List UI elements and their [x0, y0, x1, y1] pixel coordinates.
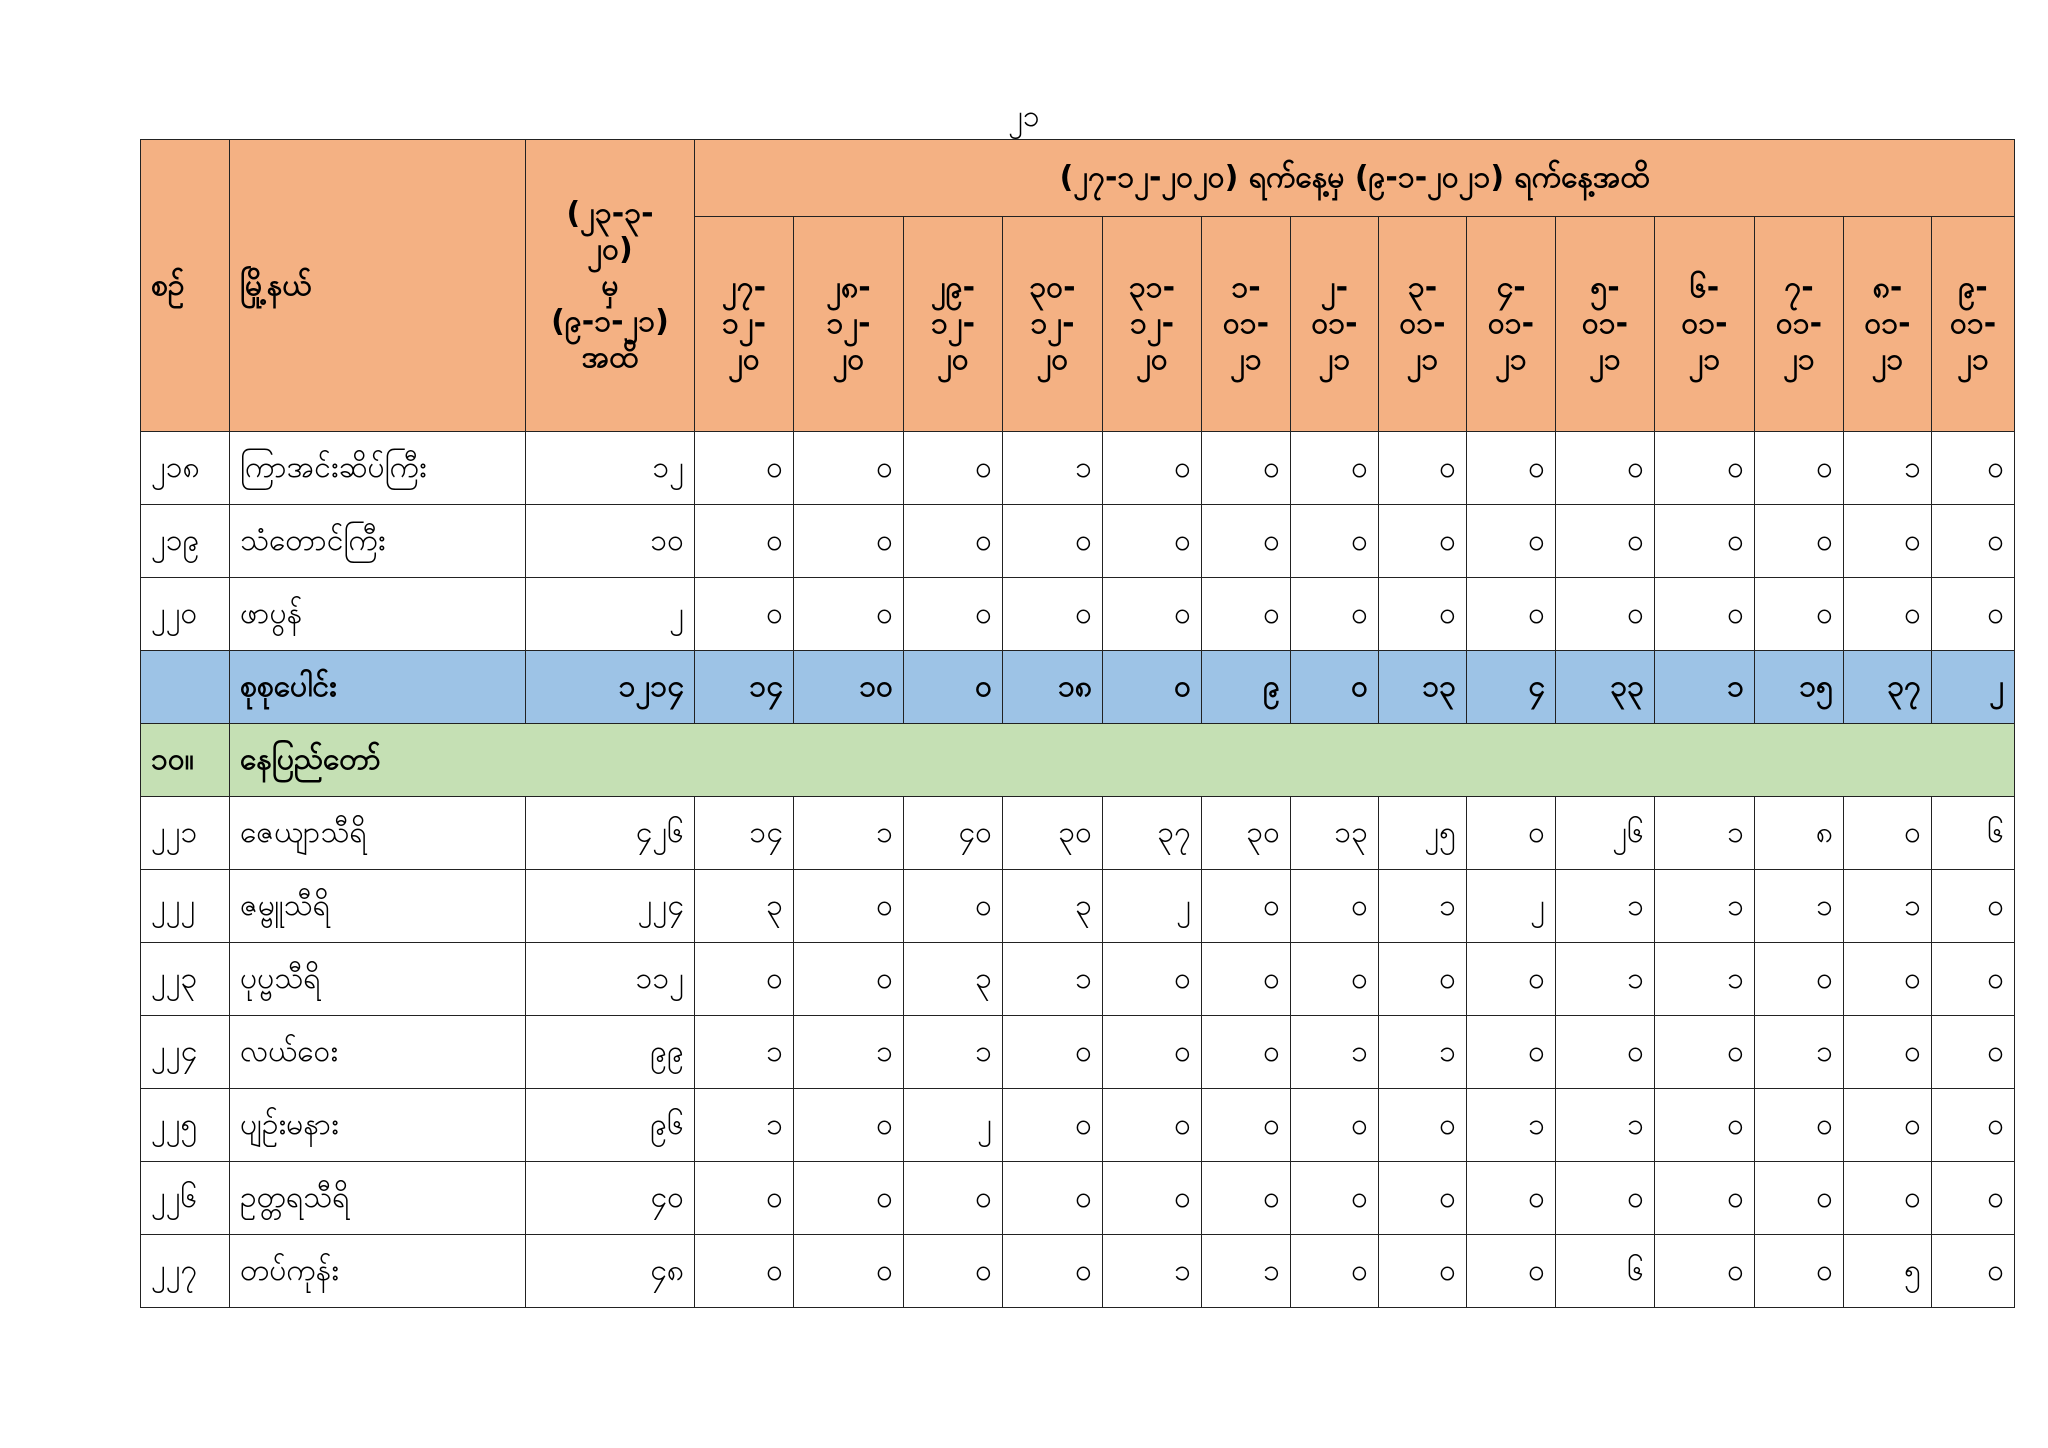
daily-count-cell: ၃ — [695, 870, 794, 943]
cumulative-total-cell: ၁၂ — [526, 432, 695, 505]
daily-count-cell: ၀ — [695, 943, 794, 1016]
daily-count-cell: ၀ — [695, 1235, 794, 1308]
daily-count-cell: ၀ — [1291, 432, 1379, 505]
header-date-part: ၀၁- — [1581, 306, 1629, 341]
header-date-part: ၀၁- — [1681, 306, 1728, 341]
daily-count-cell: ၀ — [1291, 1162, 1379, 1235]
daily-count-cell: ၃၀ — [1202, 797, 1291, 870]
header-date-part: ၂၀ — [1136, 342, 1168, 377]
serial-cell: ၂၂၆ — [141, 1162, 230, 1235]
daily-count-cell: ၀ — [1467, 797, 1556, 870]
daily-count-cell: ၀ — [1755, 1162, 1844, 1235]
daily-count-cell: ၀ — [1755, 432, 1844, 505]
daily-count-cell: ၀ — [1467, 1016, 1556, 1089]
daily-count-cell: ၀ — [1379, 1089, 1467, 1162]
header-date-part: ၇- — [1784, 270, 1814, 305]
daily-count-cell: ၀ — [1291, 1235, 1379, 1308]
daily-count-cell: ၀ — [1844, 797, 1932, 870]
daily-count-cell: ၀ — [794, 578, 904, 651]
daily-count-cell: ၂ — [1103, 870, 1202, 943]
daily-count-cell: ၃ — [1003, 870, 1103, 943]
header-date-part: ၂၇- — [721, 270, 767, 305]
daily-count-cell: ၀ — [695, 505, 794, 578]
cumulative-total-cell: ၄၂၆ — [526, 797, 695, 870]
header-date-part: ၂၁ — [1783, 342, 1815, 377]
header-total-line: (၉-၁-၂၁) — [551, 303, 669, 339]
header-date — [1103, 217, 1202, 432]
daily-count-cell: ၁ — [1844, 870, 1932, 943]
header-date — [904, 217, 1003, 432]
daily-count-cell: ၀ — [1379, 505, 1467, 578]
daily-count-cell: ၁ — [1844, 432, 1932, 505]
daily-count-cell: ၄ — [1467, 651, 1556, 724]
daily-count-cell: ၀ — [1556, 1016, 1655, 1089]
daily-count-cell: ၃ — [904, 943, 1003, 1016]
header-date-part: ၂၀ — [1036, 342, 1069, 377]
table-row — [141, 505, 2015, 578]
township-cell: စုစုပေါင်း — [230, 651, 526, 724]
daily-count-cell: ၀ — [1379, 943, 1467, 1016]
daily-count-cell: ၀ — [1467, 432, 1556, 505]
daily-count-cell: ၀ — [1202, 578, 1291, 651]
daily-count-cell: ၀ — [1932, 943, 2015, 1016]
header-date-part: ၈- — [1872, 270, 1903, 305]
cumulative-total-cell: ၉၆ — [526, 1089, 695, 1162]
daily-count-cell: ၃၃ — [1556, 651, 1655, 724]
section-row — [141, 724, 2015, 797]
daily-count-cell: ၁ — [1755, 1016, 1844, 1089]
header-date-part: ၄- — [1496, 270, 1526, 305]
header-date-part: ၁၂- — [1030, 306, 1075, 341]
daily-count-cell: ၀ — [794, 432, 904, 505]
daily-count-cell: ၀ — [1932, 1162, 2015, 1235]
header-date-part: ၂- — [1320, 270, 1349, 305]
daily-count-cell: ၀ — [794, 943, 904, 1016]
daily-count-cell: ၀ — [794, 1089, 904, 1162]
header-date-part: ၁၂- — [1129, 306, 1175, 341]
cumulative-total-cell: ၁၂၁၄ — [526, 651, 695, 724]
cumulative-total-cell: ၄၀ — [526, 1162, 695, 1235]
table-row — [141, 1162, 2015, 1235]
daily-count-cell: ၀ — [1003, 1089, 1103, 1162]
cumulative-total-cell: ၁၀ — [526, 505, 695, 578]
header-date — [1932, 217, 2015, 432]
header-date-part: ၂၁ — [1406, 342, 1439, 377]
township-cell: ဖာပွန် — [230, 578, 526, 651]
serial-cell: ၂၂၁ — [141, 797, 230, 870]
daily-count-cell: ၁ — [904, 1016, 1003, 1089]
total-row — [141, 651, 2015, 724]
header-date-part: ၂၁ — [1589, 342, 1621, 377]
daily-count-cell: ၀ — [1103, 578, 1202, 651]
daily-count-cell: ၁ — [1556, 943, 1655, 1016]
daily-count-cell: ၀ — [1467, 1162, 1556, 1235]
daily-count-cell: ၀ — [794, 870, 904, 943]
daily-count-cell: ၀ — [1103, 943, 1202, 1016]
daily-count-cell: ၀ — [695, 432, 794, 505]
daily-count-cell: ၀ — [1556, 505, 1655, 578]
daily-count-cell: ၀ — [1655, 1089, 1755, 1162]
header-date-part: ၀၁- — [1775, 306, 1823, 341]
header-date — [1556, 217, 1655, 432]
daily-count-cell: ၀ — [1755, 1235, 1844, 1308]
daily-count-cell: ၀ — [1291, 1089, 1379, 1162]
daily-count-cell: ၁၄ — [695, 651, 794, 724]
daily-count-cell: ၁ — [1202, 1235, 1291, 1308]
daily-count-cell: ၀ — [1003, 1162, 1103, 1235]
daily-count-cell: ၀ — [1932, 870, 2015, 943]
daily-count-cell: ၀ — [1291, 943, 1379, 1016]
daily-count-cell: ၁၄ — [695, 797, 794, 870]
daily-count-cell: ၁ — [695, 1016, 794, 1089]
daily-count-cell: ၀ — [1755, 943, 1844, 1016]
header-date — [1755, 217, 1844, 432]
daily-count-cell: ၀ — [1467, 578, 1556, 651]
daily-count-cell: ၀ — [1655, 432, 1755, 505]
header-date-part: ၉- — [1958, 270, 1988, 305]
daily-count-cell: ၀ — [1556, 432, 1655, 505]
daily-count-cell: ၁ — [1655, 651, 1755, 724]
table-row — [141, 578, 2015, 651]
daily-count-cell: ၁ — [794, 797, 904, 870]
cumulative-total-cell: ၉၉ — [526, 1016, 695, 1089]
header-date-part: ၅- — [1590, 270, 1620, 305]
daily-count-cell: ၁၃ — [1379, 651, 1467, 724]
township-cell: တပ်ကုန်း — [230, 1235, 526, 1308]
daily-count-cell: ၀ — [1291, 578, 1379, 651]
header-date-part: ၀၁- — [1487, 306, 1535, 341]
header-total-line: ၂၀) — [587, 231, 633, 267]
daily-count-cell: ၁၃ — [1291, 797, 1379, 870]
township-cell: လယ်ဝေး — [230, 1016, 526, 1089]
table-row — [141, 797, 2015, 870]
daily-count-cell: ၀ — [1655, 1235, 1755, 1308]
daily-count-cell: ၀ — [1467, 943, 1556, 1016]
daily-count-cell: ၀ — [1844, 1089, 1932, 1162]
daily-count-cell: ၀ — [794, 505, 904, 578]
daily-count-cell: ၀ — [1932, 505, 2015, 578]
serial-cell: ၂၁၉ — [141, 505, 230, 578]
table-row — [141, 870, 2015, 943]
daily-count-cell: ၄၀ — [904, 797, 1003, 870]
daily-count-cell: ၀ — [1556, 578, 1655, 651]
daily-count-cell: ၁ — [1556, 1089, 1655, 1162]
header-date — [794, 217, 904, 432]
header-total-line: မှ — [601, 267, 619, 303]
daily-count-cell: ၀ — [1556, 1162, 1655, 1235]
daily-count-cell: ၀ — [1103, 505, 1202, 578]
daily-count-cell: ၀ — [1844, 505, 1932, 578]
header-total-line: အထိ — [581, 339, 639, 375]
header-cumulative-total — [526, 140, 695, 432]
daily-count-cell: ၁၈ — [1003, 651, 1103, 724]
daily-count-cell: ၁ — [1003, 943, 1103, 1016]
daily-count-cell: ၀ — [1932, 1089, 2015, 1162]
daily-count-cell: ၀ — [904, 505, 1003, 578]
daily-count-cell: ၃၇ — [1844, 651, 1932, 724]
daily-count-cell: ၁ — [1379, 870, 1467, 943]
header-serial: စဉ် — [141, 140, 230, 432]
daily-count-cell: ၀ — [1467, 1235, 1556, 1308]
cumulative-total-cell: ၁၁၂ — [526, 943, 695, 1016]
header-date-part: ၂၁ — [1957, 342, 1989, 377]
header-date — [1379, 217, 1467, 432]
daily-count-cell: ၁ — [695, 1089, 794, 1162]
header-date-part: ၂၉- — [930, 270, 976, 305]
daily-count-cell: ၁ — [1291, 1016, 1379, 1089]
township-cell: ကြာအင်းဆိပ်ကြီး — [230, 432, 526, 505]
header-date-part: ၂၀ — [728, 342, 760, 377]
daily-count-cell: ၁ — [1755, 870, 1844, 943]
township-cell: ဥတ္တရသီရိ — [230, 1162, 526, 1235]
daily-count-cell: ၁ — [1467, 1089, 1556, 1162]
daily-count-cell: ၂၅ — [1379, 797, 1467, 870]
section-number: ၁၀။ — [141, 724, 230, 797]
table-row — [141, 1016, 2015, 1089]
daily-count-cell: ၂ — [1932, 651, 2015, 724]
daily-count-cell: ၁ — [1556, 870, 1655, 943]
township-cell: ပျဉ်းမနား — [230, 1089, 526, 1162]
serial-cell: ၂၂၂ — [141, 870, 230, 943]
township-cell: သံတောင်ကြီး — [230, 505, 526, 578]
daily-count-cell: ၂၆ — [1556, 797, 1655, 870]
daily-count-cell: ၀ — [1755, 1089, 1844, 1162]
cumulative-total-cell: ၄၈ — [526, 1235, 695, 1308]
daily-count-cell: ၀ — [1103, 1016, 1202, 1089]
header-date — [1467, 217, 1556, 432]
header-date-part: ၂၀ — [937, 342, 969, 377]
daily-count-cell: ၀ — [904, 651, 1003, 724]
daily-count-cell: ၃၀ — [1003, 797, 1103, 870]
header-date-part: ၁၂- — [826, 306, 871, 341]
daily-count-cell: ၀ — [1655, 1162, 1755, 1235]
header-date-part: ၂၀ — [832, 342, 865, 377]
daily-count-cell: ၀ — [1755, 578, 1844, 651]
daily-count-cell: ၀ — [904, 1235, 1003, 1308]
header-date-part: ၁- — [1231, 270, 1261, 305]
header-date-part: ၂၁ — [1318, 342, 1351, 377]
header-date-part: ၀၁- — [1399, 306, 1446, 341]
daily-count-cell: ၁၀ — [794, 651, 904, 724]
daily-count-cell: ၀ — [1379, 578, 1467, 651]
daily-count-cell: ၀ — [794, 1235, 904, 1308]
daily-count-cell: ၀ — [904, 1162, 1003, 1235]
daily-count-cell: ၀ — [1202, 1162, 1291, 1235]
header-total-line: (၂၃-၃- — [566, 195, 654, 231]
daily-count-cell: ၀ — [1932, 432, 2015, 505]
daily-count-cell: ၀ — [1379, 1162, 1467, 1235]
serial-cell: ၂၂၄ — [141, 1016, 230, 1089]
header-date-part: ၀၁- — [1222, 306, 1270, 341]
daily-count-cell: ၀ — [1202, 505, 1291, 578]
daily-count-cell: ၂ — [904, 1089, 1003, 1162]
daily-count-cell: ၀ — [1103, 1162, 1202, 1235]
daily-count-cell: ၃၇ — [1103, 797, 1202, 870]
cumulative-total-cell: ၂၂၄ — [526, 870, 695, 943]
page-number: ၂၁ — [1008, 99, 1040, 134]
header-date-part: ၂၁ — [1688, 342, 1721, 377]
daily-count-cell: ၀ — [1655, 1016, 1755, 1089]
header-date-part: ၂၈- — [826, 270, 871, 305]
daily-count-cell: ၀ — [1844, 1162, 1932, 1235]
daily-count-cell: ၈ — [1755, 797, 1844, 870]
daily-count-cell: ၀ — [904, 578, 1003, 651]
serial-cell: ၂၂၀ — [141, 578, 230, 651]
daily-count-cell: ၀ — [1202, 943, 1291, 1016]
header-date-range: (၂၇-၁၂-၂၀၂၀) ရက်နေ့မှ (၉-၁-၂၀၂၁) ရက်နေ့အထိ — [695, 140, 2015, 217]
header-date-part: ၃- — [1407, 270, 1438, 305]
daily-count-cell: ၀ — [1844, 1016, 1932, 1089]
cumulative-total-cell: ၂ — [526, 578, 695, 651]
header-date-part: ၆- — [1689, 270, 1720, 305]
daily-count-cell: ၀ — [1932, 1235, 2015, 1308]
daily-count-cell: ၀ — [1003, 578, 1103, 651]
table-row — [141, 1235, 2015, 1308]
daily-count-cell: ၀ — [1291, 870, 1379, 943]
header-date-part: ၃၁- — [1128, 270, 1176, 305]
daily-count-cell: ၁ — [1103, 1235, 1202, 1308]
daily-count-cell: ၀ — [1291, 651, 1379, 724]
serial-cell: ၂၂၃ — [141, 943, 230, 1016]
header-date — [1655, 217, 1755, 432]
daily-count-cell: ၂ — [1467, 870, 1556, 943]
header-date-part: ၀၁- — [1864, 306, 1911, 341]
township-cell: ပုပ္ဗသီရိ — [230, 943, 526, 1016]
daily-count-cell: ၁၅ — [1755, 651, 1844, 724]
daily-count-cell: ၀ — [1655, 505, 1755, 578]
header-date — [1844, 217, 1932, 432]
header-date — [1003, 217, 1103, 432]
header-date-part: ၀၁- — [1311, 306, 1358, 341]
daily-count-cell: ၀ — [1202, 870, 1291, 943]
daily-count-cell: ၀ — [904, 432, 1003, 505]
daily-count-cell: ၁ — [1655, 797, 1755, 870]
header-date — [1291, 217, 1379, 432]
header-date-part: ၁၂- — [721, 306, 767, 341]
daily-count-cell: ၀ — [1379, 1235, 1467, 1308]
daily-count-cell: ၆ — [1932, 797, 2015, 870]
daily-count-cell: ၅ — [1844, 1235, 1932, 1308]
daily-count-cell: ၀ — [1932, 578, 2015, 651]
daily-count-cell: ၀ — [1003, 505, 1103, 578]
daily-count-cell: ၀ — [1932, 1016, 2015, 1089]
section-name: နေပြည်တော် — [230, 724, 2015, 797]
township-cell: ဇေယျာသီရိ — [230, 797, 526, 870]
header-date-part: ၂၁ — [1230, 342, 1262, 377]
daily-count-cell: ၀ — [1755, 505, 1844, 578]
serial-cell: ၂၂၇ — [141, 1235, 230, 1308]
header-date — [695, 217, 794, 432]
table-row — [141, 943, 2015, 1016]
daily-count-cell: ၀ — [1844, 578, 1932, 651]
table-row — [141, 1089, 2015, 1162]
daily-count-cell: ၀ — [1202, 1089, 1291, 1162]
daily-count-cell: ၀ — [1103, 1089, 1202, 1162]
header-date-part: ၀၁- — [1949, 306, 1997, 341]
daily-count-cell: ၀ — [1003, 1016, 1103, 1089]
header-date — [1202, 217, 1291, 432]
daily-count-cell: ၀ — [1655, 578, 1755, 651]
daily-count-cell: ၀ — [794, 1162, 904, 1235]
daily-count-cell: ၀ — [1379, 432, 1467, 505]
serial-cell — [141, 651, 230, 724]
daily-count-cell: ၀ — [1844, 943, 1932, 1016]
header-date-part: ၃၀- — [1029, 270, 1076, 305]
daily-count-cell: ၀ — [1467, 505, 1556, 578]
header-township: မြို့နယ် — [230, 140, 526, 432]
daily-count-cell: ၁ — [1003, 432, 1103, 505]
daily-count-cell: ၀ — [695, 1162, 794, 1235]
township-cell: ဇမ္ဗူသီရိ — [230, 870, 526, 943]
serial-cell: ၂၁၈ — [141, 432, 230, 505]
daily-count-cell: ၀ — [1003, 1235, 1103, 1308]
header-date-part: ၁၂- — [930, 306, 976, 341]
daily-count-cell: ၀ — [1291, 505, 1379, 578]
serial-cell: ၂၂၅ — [141, 1089, 230, 1162]
table-row — [141, 432, 2015, 505]
daily-count-cell: ၉ — [1202, 651, 1291, 724]
daily-count-cell: ၁ — [794, 1016, 904, 1089]
daily-count-cell: ၆ — [1556, 1235, 1655, 1308]
header-date-part: ၂၁ — [1495, 342, 1527, 377]
daily-count-cell: ၀ — [695, 578, 794, 651]
daily-count-cell: ၁ — [1379, 1016, 1467, 1089]
daily-count-cell: ၀ — [1202, 1016, 1291, 1089]
daily-count-cell: ၁ — [1655, 870, 1755, 943]
daily-count-cell: ၁ — [1655, 943, 1755, 1016]
daily-count-cell: ၀ — [1103, 651, 1202, 724]
header-date-part: ၂၁ — [1871, 342, 1904, 377]
daily-count-cell: ၀ — [1202, 432, 1291, 505]
daily-count-cell: ၀ — [904, 870, 1003, 943]
daily-count-cell: ၀ — [1103, 432, 1202, 505]
covid-cases-table — [140, 139, 2015, 1308]
